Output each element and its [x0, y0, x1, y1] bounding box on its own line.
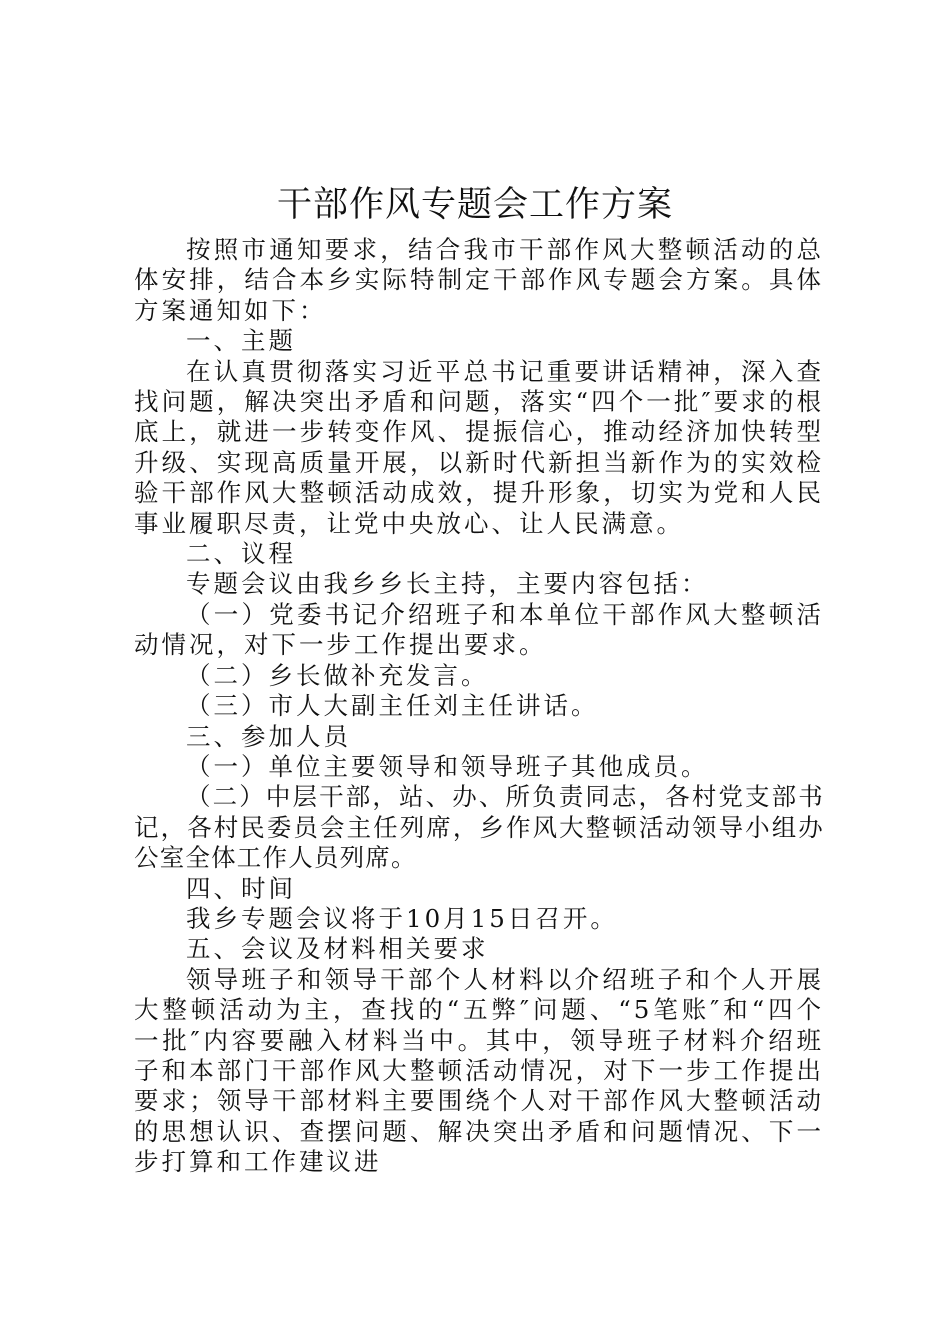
- agenda-item-3: （三）市人大副主任刘主任讲话。: [186, 691, 599, 721]
- agenda-item-1: （一）党委书记介绍班子和本单位干部作风大整顿活动情况，对下一步工作提出要求。: [134, 599, 824, 660]
- section-heading-attendees: 三、参加人员: [186, 721, 351, 751]
- attendees-item-2: （二）中层干部，站、办、所负责同志，各村党支部书记，各村民委员会主任列席，乡作风大整顿活动领导小组办公室全体工作人员列席。: [134, 782, 824, 873]
- section-heading-agenda: 二、议程: [186, 539, 296, 569]
- section-heading-requirements: 五、会议及材料相关要求: [186, 934, 489, 964]
- agenda-item-2: （二）乡长做补充发言。: [186, 660, 489, 690]
- attendees-item-1: （一）单位主要领导和领导班子其他成员。: [186, 751, 709, 781]
- theme-paragraph: 在认真贯彻落实习近平总书记重要讲话精神，深入查找问题，解决突出矛盾和问题，落实“四个一批″要求的根底上，就进一步转变作风、提振信心，推动经济加快转型升级、实现高质量开展，以新时代新担当新作为的实效检验干部作风大整顿活动成效，提升形象，切实为党和人民事业履职尽责，让党中央放心、让人民满意。: [134, 356, 824, 538]
- intro-paragraph: 按照市通知要求，结合我市干部作风大整顿活动的总体安排，结合本乡实际特制定干部作风专题会方案。具体方案通知如下：: [134, 235, 824, 325]
- time-paragraph: 我乡专题会议将于10月15日召开。: [186, 903, 618, 933]
- agenda-intro-paragraph: 专题会议由我乡乡长主持，主要内容包括：: [186, 569, 709, 599]
- section-heading-time: 四、时间: [186, 873, 296, 903]
- document-body: [134, 235, 824, 1178]
- requirements-paragraph: 领导班子和领导干部个人材料以介绍班子和个人开展大整顿活动为主，查找的“五弊″问题、“5笔账″和“四个一批″内容要融入材料当中。其中，领导班子材料介绍班子和本部门干部作风大整顿活动情况，对下一步工作提出要求；领导干部材料主要围绕个人对干部作风大整顿活动的思想认识、查摆问题、解决突出矛盾和问题情况、下一步打算和工作建议进: [134, 964, 824, 1177]
- section-heading-theme: 一、主题: [186, 326, 296, 356]
- document-title: 干部作风专题会工作方案: [276, 185, 673, 225]
